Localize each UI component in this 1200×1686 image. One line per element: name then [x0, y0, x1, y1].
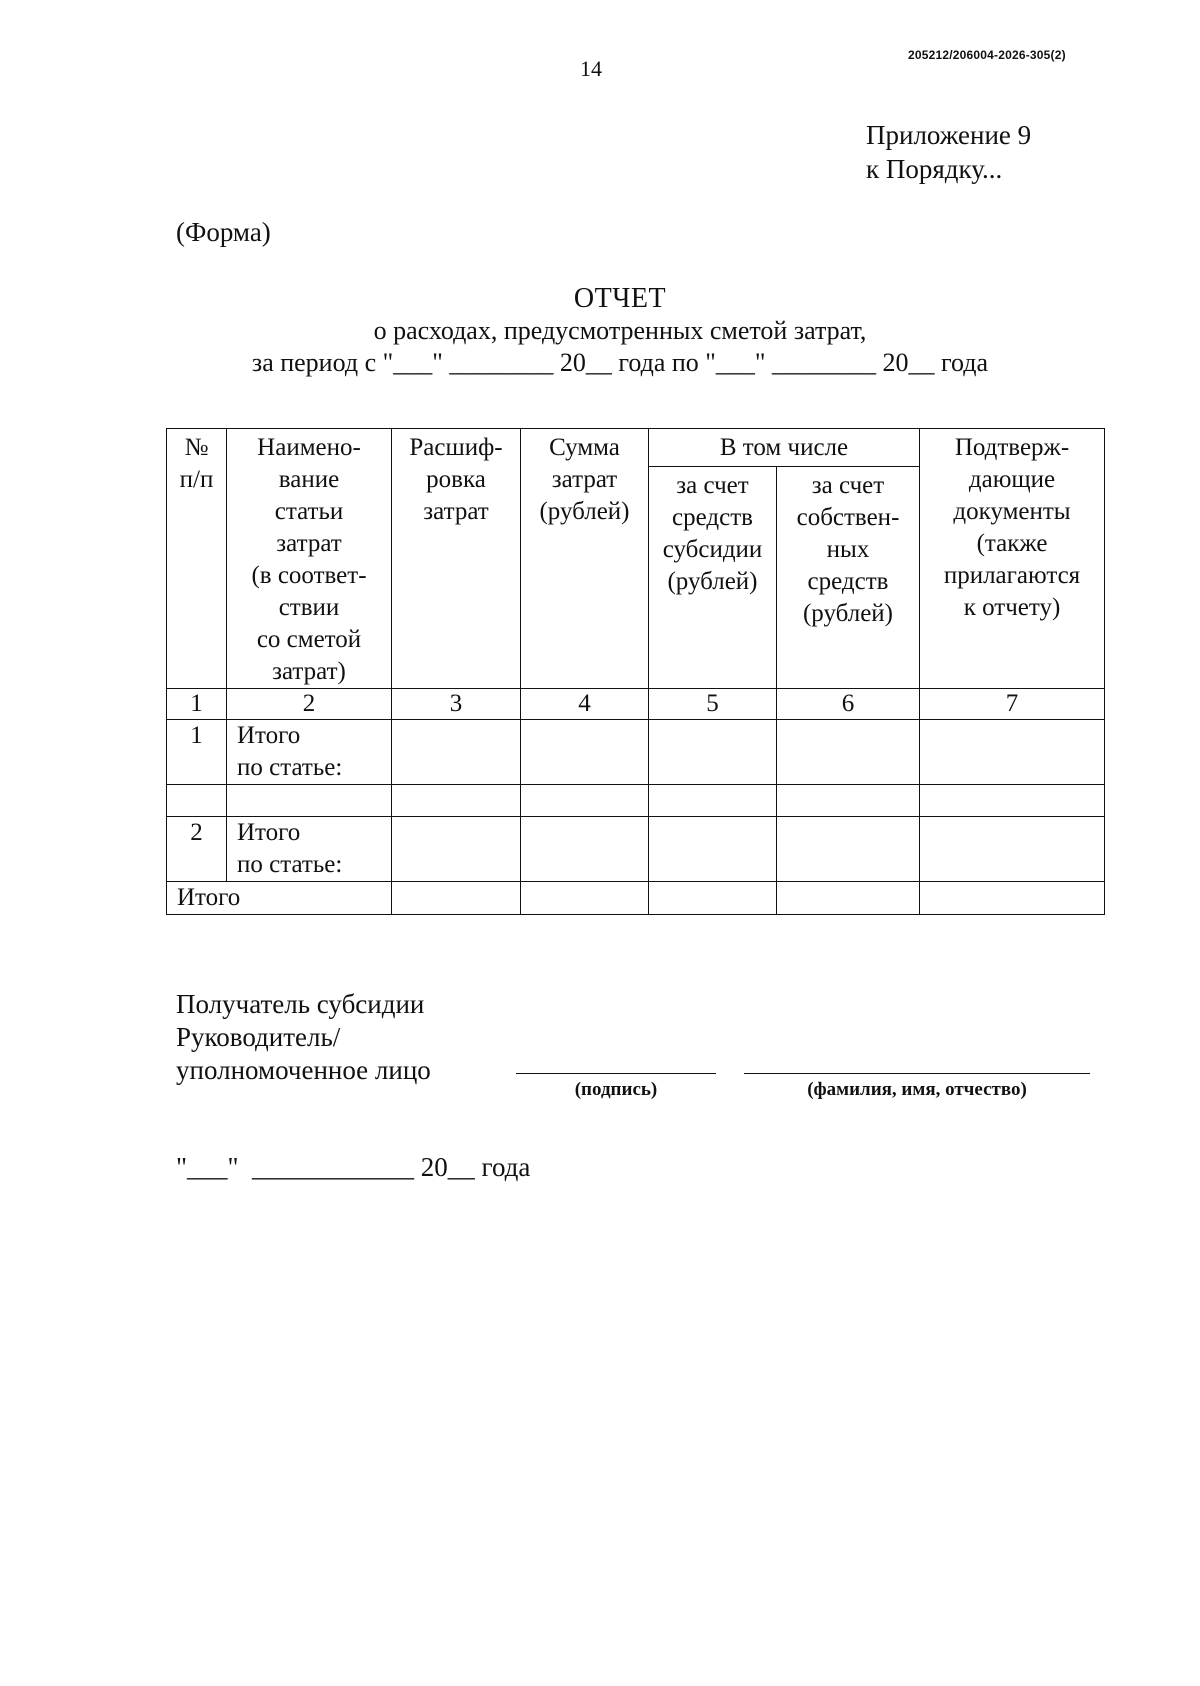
expense-report-table: [166, 428, 1105, 915]
signature-caption: (подпись): [574, 1079, 658, 1100]
document-code: 205212/206004-2026-305(2): [908, 48, 1066, 62]
table-cell[interactable]: [649, 817, 777, 882]
signature-line[interactable]: [516, 1073, 716, 1074]
table-cell[interactable]: [392, 720, 521, 785]
table-row: [167, 785, 1105, 817]
appendix-line: Приложение 9: [866, 120, 1032, 150]
recipient-label: Получатель субсидии: [176, 989, 425, 1019]
authorized-person-label: уполномоченное лицо: [176, 1055, 431, 1085]
row-number: [167, 785, 227, 817]
table-cell[interactable]: [392, 785, 521, 817]
column-number: 1: [167, 689, 227, 720]
column-number: 7: [920, 689, 1105, 720]
header-own-funds: за счет собствен- ных средств (рублей): [777, 467, 920, 689]
full-name-line[interactable]: [744, 1073, 1090, 1074]
head-label: Руководитель/: [176, 1022, 341, 1052]
total-row: [167, 882, 1105, 915]
header-number: № п/п: [167, 429, 227, 689]
column-number: 4: [521, 689, 649, 720]
header-documents: Подтверж- дающие документы (также прилагаются к отчету): [920, 429, 1105, 689]
table-cell[interactable]: [521, 720, 649, 785]
report-subtitle: о расходах, предусмотренных сметой затрат,: [373, 316, 867, 345]
table-cell[interactable]: [392, 882, 521, 915]
table-cell[interactable]: [920, 817, 1105, 882]
table-cell[interactable]: [777, 785, 920, 817]
table-cell[interactable]: [521, 882, 649, 915]
date-line: "___" ____________ 20__ года: [176, 1152, 531, 1182]
appendix-reference: [866, 118, 1031, 186]
header-item-name: Наимено- вание статьи затрат (в соответ- ствии со сметой затрат): [227, 429, 392, 689]
table-cell[interactable]: [777, 882, 920, 915]
table-cell[interactable]: [649, 882, 777, 915]
form-label: (Форма): [176, 217, 271, 247]
table-cell[interactable]: [649, 785, 777, 817]
total-label: Итого: [167, 882, 392, 915]
table-cell[interactable]: [777, 817, 920, 882]
report-period: за период с "___" ________ 20__ года по "___" ________ 20__ года: [251, 348, 989, 377]
table-cell[interactable]: [521, 817, 649, 882]
table-row: [167, 720, 1105, 785]
table-header-row: [167, 429, 1105, 467]
row-label: Итого по статье:: [227, 720, 392, 785]
header-amount: Сумма затрат (рублей): [521, 429, 649, 689]
table-cell[interactable]: [521, 785, 649, 817]
table-cell[interactable]: [392, 817, 521, 882]
header-including: В том числе: [649, 429, 920, 467]
table-cell[interactable]: [920, 785, 1105, 817]
column-number: 6: [777, 689, 920, 720]
row-label: Итого по статье:: [227, 817, 392, 882]
table-cell[interactable]: [777, 720, 920, 785]
row-label[interactable]: [227, 785, 392, 817]
table-cell[interactable]: [649, 720, 777, 785]
row-number: 1: [167, 720, 227, 785]
header-subsidy-funds: за счет средств субсидии (рублей): [649, 467, 777, 689]
column-number-row: [167, 689, 1105, 720]
appendix-order-line: к Порядку...: [866, 154, 1003, 184]
full-name-caption: (фамилия, имя, отчество): [807, 1079, 1027, 1100]
table-row: [167, 817, 1105, 882]
column-number: 5: [649, 689, 777, 720]
table-cell[interactable]: [920, 720, 1105, 785]
row-number: 2: [167, 817, 227, 882]
report-title-block: [150, 283, 1090, 379]
column-number: 2: [227, 689, 392, 720]
column-number: 3: [392, 689, 521, 720]
report-title: ОТЧЕТ: [573, 283, 667, 314]
page-number: 14: [580, 56, 602, 81]
header-breakdown: Расшиф- ровка затрат: [392, 429, 521, 689]
table-cell[interactable]: [920, 882, 1105, 915]
signature-block: [176, 988, 431, 1087]
